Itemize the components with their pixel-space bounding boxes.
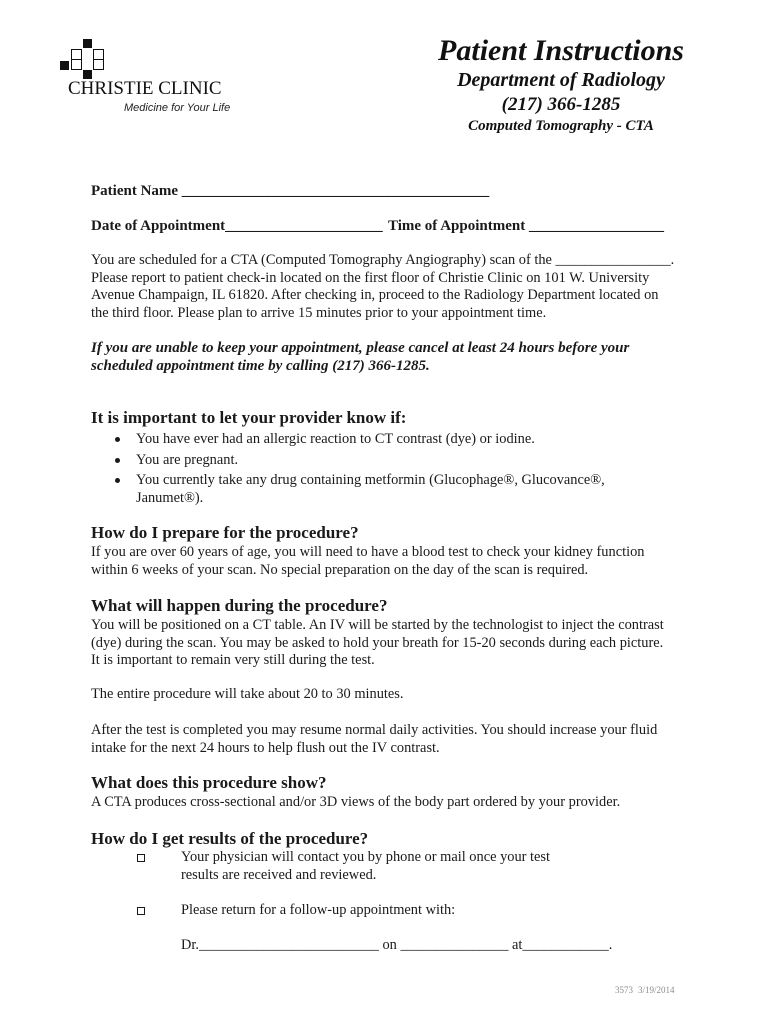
- duration-paragraph: [91, 686, 404, 704]
- followup-text: Dr._________________________ on _______________ at____________.: [181, 937, 613, 953]
- during-paragraph: [91, 617, 664, 670]
- department-phone: (217) 366-1285: [501, 94, 621, 115]
- cancel-notice-line: scheduled appointment time by calling (217) 366-1285.: [91, 357, 430, 374]
- paragraph-line: If you are over 60 years of age, you will need to have a blood test to check your kidney function: [91, 544, 645, 560]
- footer: [615, 985, 675, 996]
- option-text: Please return for a follow-up appointment with:: [181, 902, 456, 918]
- time-of-appointment-field: Time of Appointment __________________: [388, 218, 664, 234]
- bullet-icon: [115, 458, 120, 463]
- list-item-text: You have ever had an allergic reaction to CT contrast (dye) or iodine.: [136, 431, 535, 447]
- during-section-heading: What will happen during the procedure?: [91, 596, 388, 615]
- logo-square: [60, 61, 69, 70]
- department-name: Department of Radiology: [457, 69, 665, 91]
- cancel-notice: [91, 340, 629, 375]
- option-text: Your physician will contact you by phone or mail once your test: [181, 849, 551, 865]
- logo-square: [71, 59, 82, 70]
- intro-line: the third floor. Please plan to arrive 15 minutes prior to your appointment time.: [91, 305, 547, 322]
- paragraph-line: You will be positioned on a CT table. An IV will be started by the technologist to inject the contrast: [91, 617, 664, 633]
- checkbox-icon: [137, 907, 145, 915]
- form-number: 3573: [615, 985, 633, 995]
- option-text: results are received and reviewed.: [181, 866, 377, 883]
- logo-name: CHRISTIE CLINIC: [68, 78, 222, 99]
- page-title: Patient Instructions: [438, 34, 684, 67]
- logo-square: [83, 39, 92, 48]
- list-item-text: You are pregnant.: [136, 452, 239, 468]
- list-item-text: Janumet®).: [136, 489, 204, 506]
- after-test-paragraph: [91, 722, 657, 757]
- paragraph-line: It is important to remain very still during the test.: [91, 652, 375, 669]
- provider-section-heading: It is important to let your provider know if:: [91, 408, 407, 427]
- revision-date: 3/19/2014: [638, 985, 675, 995]
- prepare-paragraph: [91, 544, 644, 579]
- intro-line: You are scheduled for a CTA (Computed Tomography Angiography) scan of the ________________.: [91, 252, 675, 268]
- bullet-icon: [115, 478, 120, 483]
- cancel-notice-line: If you are unable to keep your appointment, please cancel at least 24 hours before your: [91, 340, 630, 356]
- logo-tagline: Medicine for Your Life: [124, 102, 231, 114]
- intro-paragraph: [91, 252, 674, 323]
- date-of-appointment-field: Date of Appointment_____________________: [91, 218, 383, 234]
- prepare-section-heading: How do I prepare for the procedure?: [91, 523, 359, 542]
- followup-appointment-line: [181, 937, 612, 955]
- checkbox-icon: [137, 854, 145, 862]
- bullet-icon: [115, 437, 120, 442]
- intro-line: Avenue Champaign, IL 61820. After checking in, proceed to the Radiology Department located on: [91, 287, 659, 304]
- list-item-text: You currently take any drug containing metformin (Glucophage®, Glucovance®,: [136, 472, 605, 488]
- show-paragraph: [91, 794, 620, 812]
- paragraph-line: intake for the next 24 hours to help flush out the IV contrast.: [91, 739, 440, 756]
- paragraph-line: The entire procedure will take about 20 to 30 minutes.: [91, 686, 404, 702]
- paragraph-line: A CTA produces cross-sectional and/or 3D views of the body part ordered by your provider.: [91, 794, 621, 810]
- paragraph-line: After the test is completed you may resume normal daily activities. You should increase your fluid: [91, 722, 658, 738]
- page-subtitle: Computed Tomography - CTA: [468, 118, 654, 134]
- patient-name-field: Patient Name _________________________________________: [91, 183, 490, 199]
- results-section-heading: How do I get results of the procedure?: [91, 829, 369, 848]
- paragraph-line: (dye) during the scan. You may be asked to hold your breath for 15-20 seconds during each picture.: [91, 634, 664, 651]
- intro-line: Please report to patient check-in located on the first floor of Christie Clinic on 101 W. University: [91, 269, 650, 286]
- logo-square: [93, 59, 104, 70]
- show-section-heading: What does this procedure show?: [91, 773, 327, 792]
- paragraph-line: within 6 weeks of your scan. No special preparation on the day of the scan is required.: [91, 561, 589, 578]
